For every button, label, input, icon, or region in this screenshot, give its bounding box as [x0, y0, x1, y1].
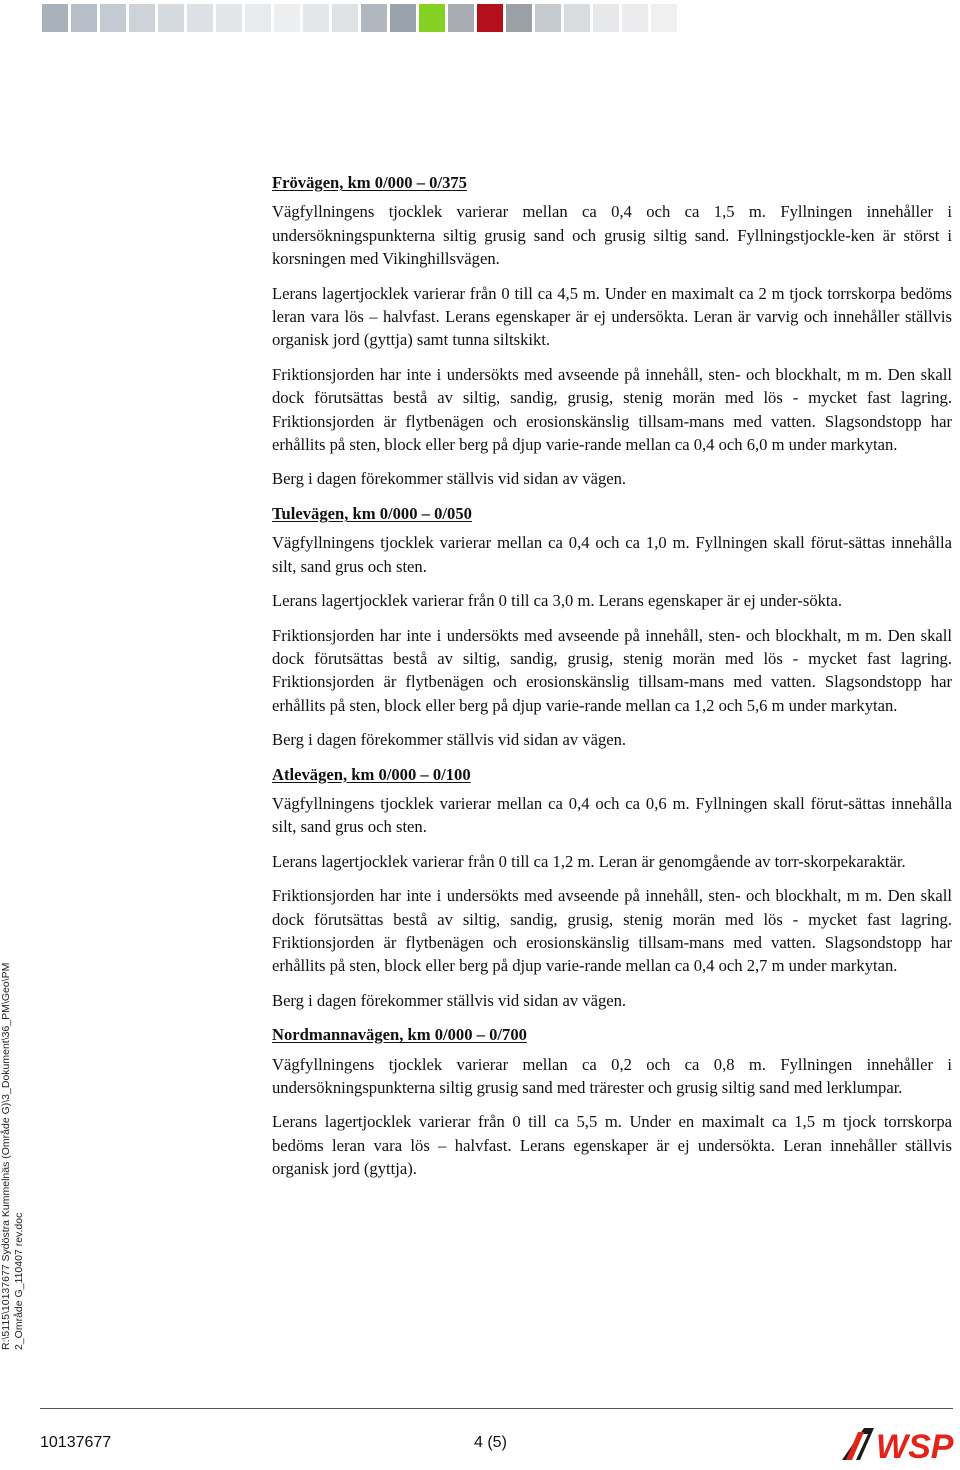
- header-square: [651, 4, 677, 32]
- section-heading: Nordmannavägen, km 0/000 – 0/700: [272, 1025, 527, 1045]
- header-square: [100, 4, 126, 32]
- page-number: 4 (5): [474, 1434, 507, 1451]
- section-heading: Tulevägen, km 0/000 – 0/050: [272, 503, 472, 523]
- header-square: [158, 4, 184, 32]
- section: [272, 763, 952, 1013]
- paragraph: Vägfyllningens tjocklek varierar mellan ca 0,4 och ca 1,5 m. Fyllningen innehåller i undersökningspunkterna siltig grusig sand och grusig siltig sand. Fyllningstjockle-ken är störst i korsningen med Vikinghillsvägen.: [272, 202, 952, 269]
- header-square: [71, 4, 97, 32]
- header-color-bar: [42, 4, 677, 32]
- file-path-line-2: 2_Område G_110407 rev.doc: [13, 1212, 25, 1350]
- header-square: [506, 4, 532, 32]
- header-square: [477, 4, 503, 32]
- paragraph: Friktionsjorden har inte i undersökts med avseende på innehåll, sten- och blockhalt, m m. Den skall dock förutsättas bestå av siltig, sandig, grusig, stenig morän med lös - mycket fast lagring. Friktionsjorden är flytbenägen och erosionskänslig tillsam-mans med vatten. Slagsondstopp har erhållits på sten, block eller berg på djup varie-rande mellan ca 0,4 och 6,0 m under markytan.: [272, 364, 952, 455]
- header-square: [448, 4, 474, 32]
- header-square: [622, 4, 648, 32]
- document-body: [272, 171, 952, 1192]
- header-square: [274, 4, 300, 32]
- section: [272, 171, 952, 491]
- paragraph: Vägfyllningens tjocklek varierar mellan ca 0,4 och ca 0,6 m. Fyllningen skall förut-sättas innehålla silt, sand grus och sten.: [272, 793, 952, 837]
- header-square: [593, 4, 619, 32]
- section: [272, 1023, 952, 1180]
- paragraph: Lerans lagertjocklek varierar från 0 till ca 4,5 m. Under en maximalt ca 2 m tjock torrskorpa bedöms leran vara lös – halvfast. Lerans egenskaper är ej undersökta. Leran är varvig och innehåller ställvis organisk jord (gyttja) samt tunna siltskikt.: [272, 283, 952, 350]
- header-square: [245, 4, 271, 32]
- section-heading: Frövägen, km 0/000 – 0/375: [272, 173, 467, 192]
- footer-divider: [40, 1408, 953, 1409]
- header-square: [303, 4, 329, 32]
- header-square: [187, 4, 213, 32]
- paragraph: Lerans lagertjocklek varierar från 0 till ca 5,5 m. Under en maximalt ca 1,5 m tjock torrskorpa bedöms leran vara lös – halvfast. Lerans egenskaper är ej undersökta. Leran innehåller ställvis organisk jord (gyttja).: [272, 1112, 952, 1179]
- section-heading: Atlevägen, km 0/000 – 0/100: [272, 764, 471, 784]
- header-square: [129, 4, 155, 32]
- wsp-logo-mark: [842, 1428, 874, 1460]
- header-square: [390, 4, 416, 32]
- paragraph: Friktionsjorden har inte i undersökts med avseende på innehåll, sten- och blockhalt, m m. Den skall dock förutsättas bestå av siltig, sandig, grusig, stenig morän med lös - mycket fast lagring. Friktionsjorden är flytbenägen och erosionskänslig tillsam-mans med vatten. Slagsondstopp har erhållits på sten, block eller berg på djup varie-rande mellan ca 0,4 och 2,7 m under markytan.: [272, 886, 952, 976]
- wsp-logo: [840, 1420, 956, 1464]
- paragraph: Friktionsjorden har inte i undersökts med avseende på innehåll, sten- och blockhalt, m m. Den skall dock förutsättas bestå av siltig, sandig, grusig, stenig morän med lös - mycket fast lagring. Friktionsjorden är flytbenägen och erosionskänslig tillsam-mans med vatten. Slagsondstopp har erhållits på sten, block eller berg på djup varie-rande mellan ca 1,2 och 5,6 m under markytan.: [272, 625, 952, 715]
- header-square: [332, 4, 358, 32]
- file-path-margin: [0, 963, 26, 1350]
- header-square: [419, 4, 445, 32]
- paragraph: Lerans lagertjocklek varierar från 0 till ca 3,0 m. Lerans egenskaper är ej under-sökta.: [272, 591, 843, 611]
- paragraph: Berg i dagen förekommer ställvis vid sidan av vägen.: [272, 469, 627, 489]
- paragraph: Berg i dagen förekommer ställvis vid sidan av vägen.: [272, 990, 627, 1010]
- paragraph: Lerans lagertjocklek varierar från 0 till ca 1,2 m. Leran är genomgående av torr-skorpekaraktär.: [272, 851, 906, 871]
- header-square: [361, 4, 387, 32]
- header-square: [535, 4, 561, 32]
- section: [272, 502, 952, 752]
- wsp-logo-text: WSP: [876, 1428, 954, 1464]
- header-square: [42, 4, 68, 32]
- document-number: 10137677: [40, 1434, 112, 1451]
- paragraph: Vägfyllningens tjocklek varierar mellan ca 0,4 och ca 1,0 m. Fyllningen skall förut-sättas innehålla silt, sand grus och sten.: [272, 533, 952, 576]
- paragraph: Vägfyllningens tjocklek varierar mellan ca 0,2 och ca 0,8 m. Fyllningen innehåller i undersökningspunkterna siltig grusig sand med trärester och grusig siltig sand med lerklumpar.: [272, 1054, 952, 1097]
- header-square: [564, 4, 590, 32]
- file-path-line-1: R:\5115\10137677 Sydöstra Kummelnäs (Område G)\3_Dokument\36_PM\Geo\PM: [0, 962, 12, 1350]
- paragraph: Berg i dagen förekommer ställvis vid sidan av vägen.: [272, 730, 627, 750]
- header-square: [216, 4, 242, 32]
